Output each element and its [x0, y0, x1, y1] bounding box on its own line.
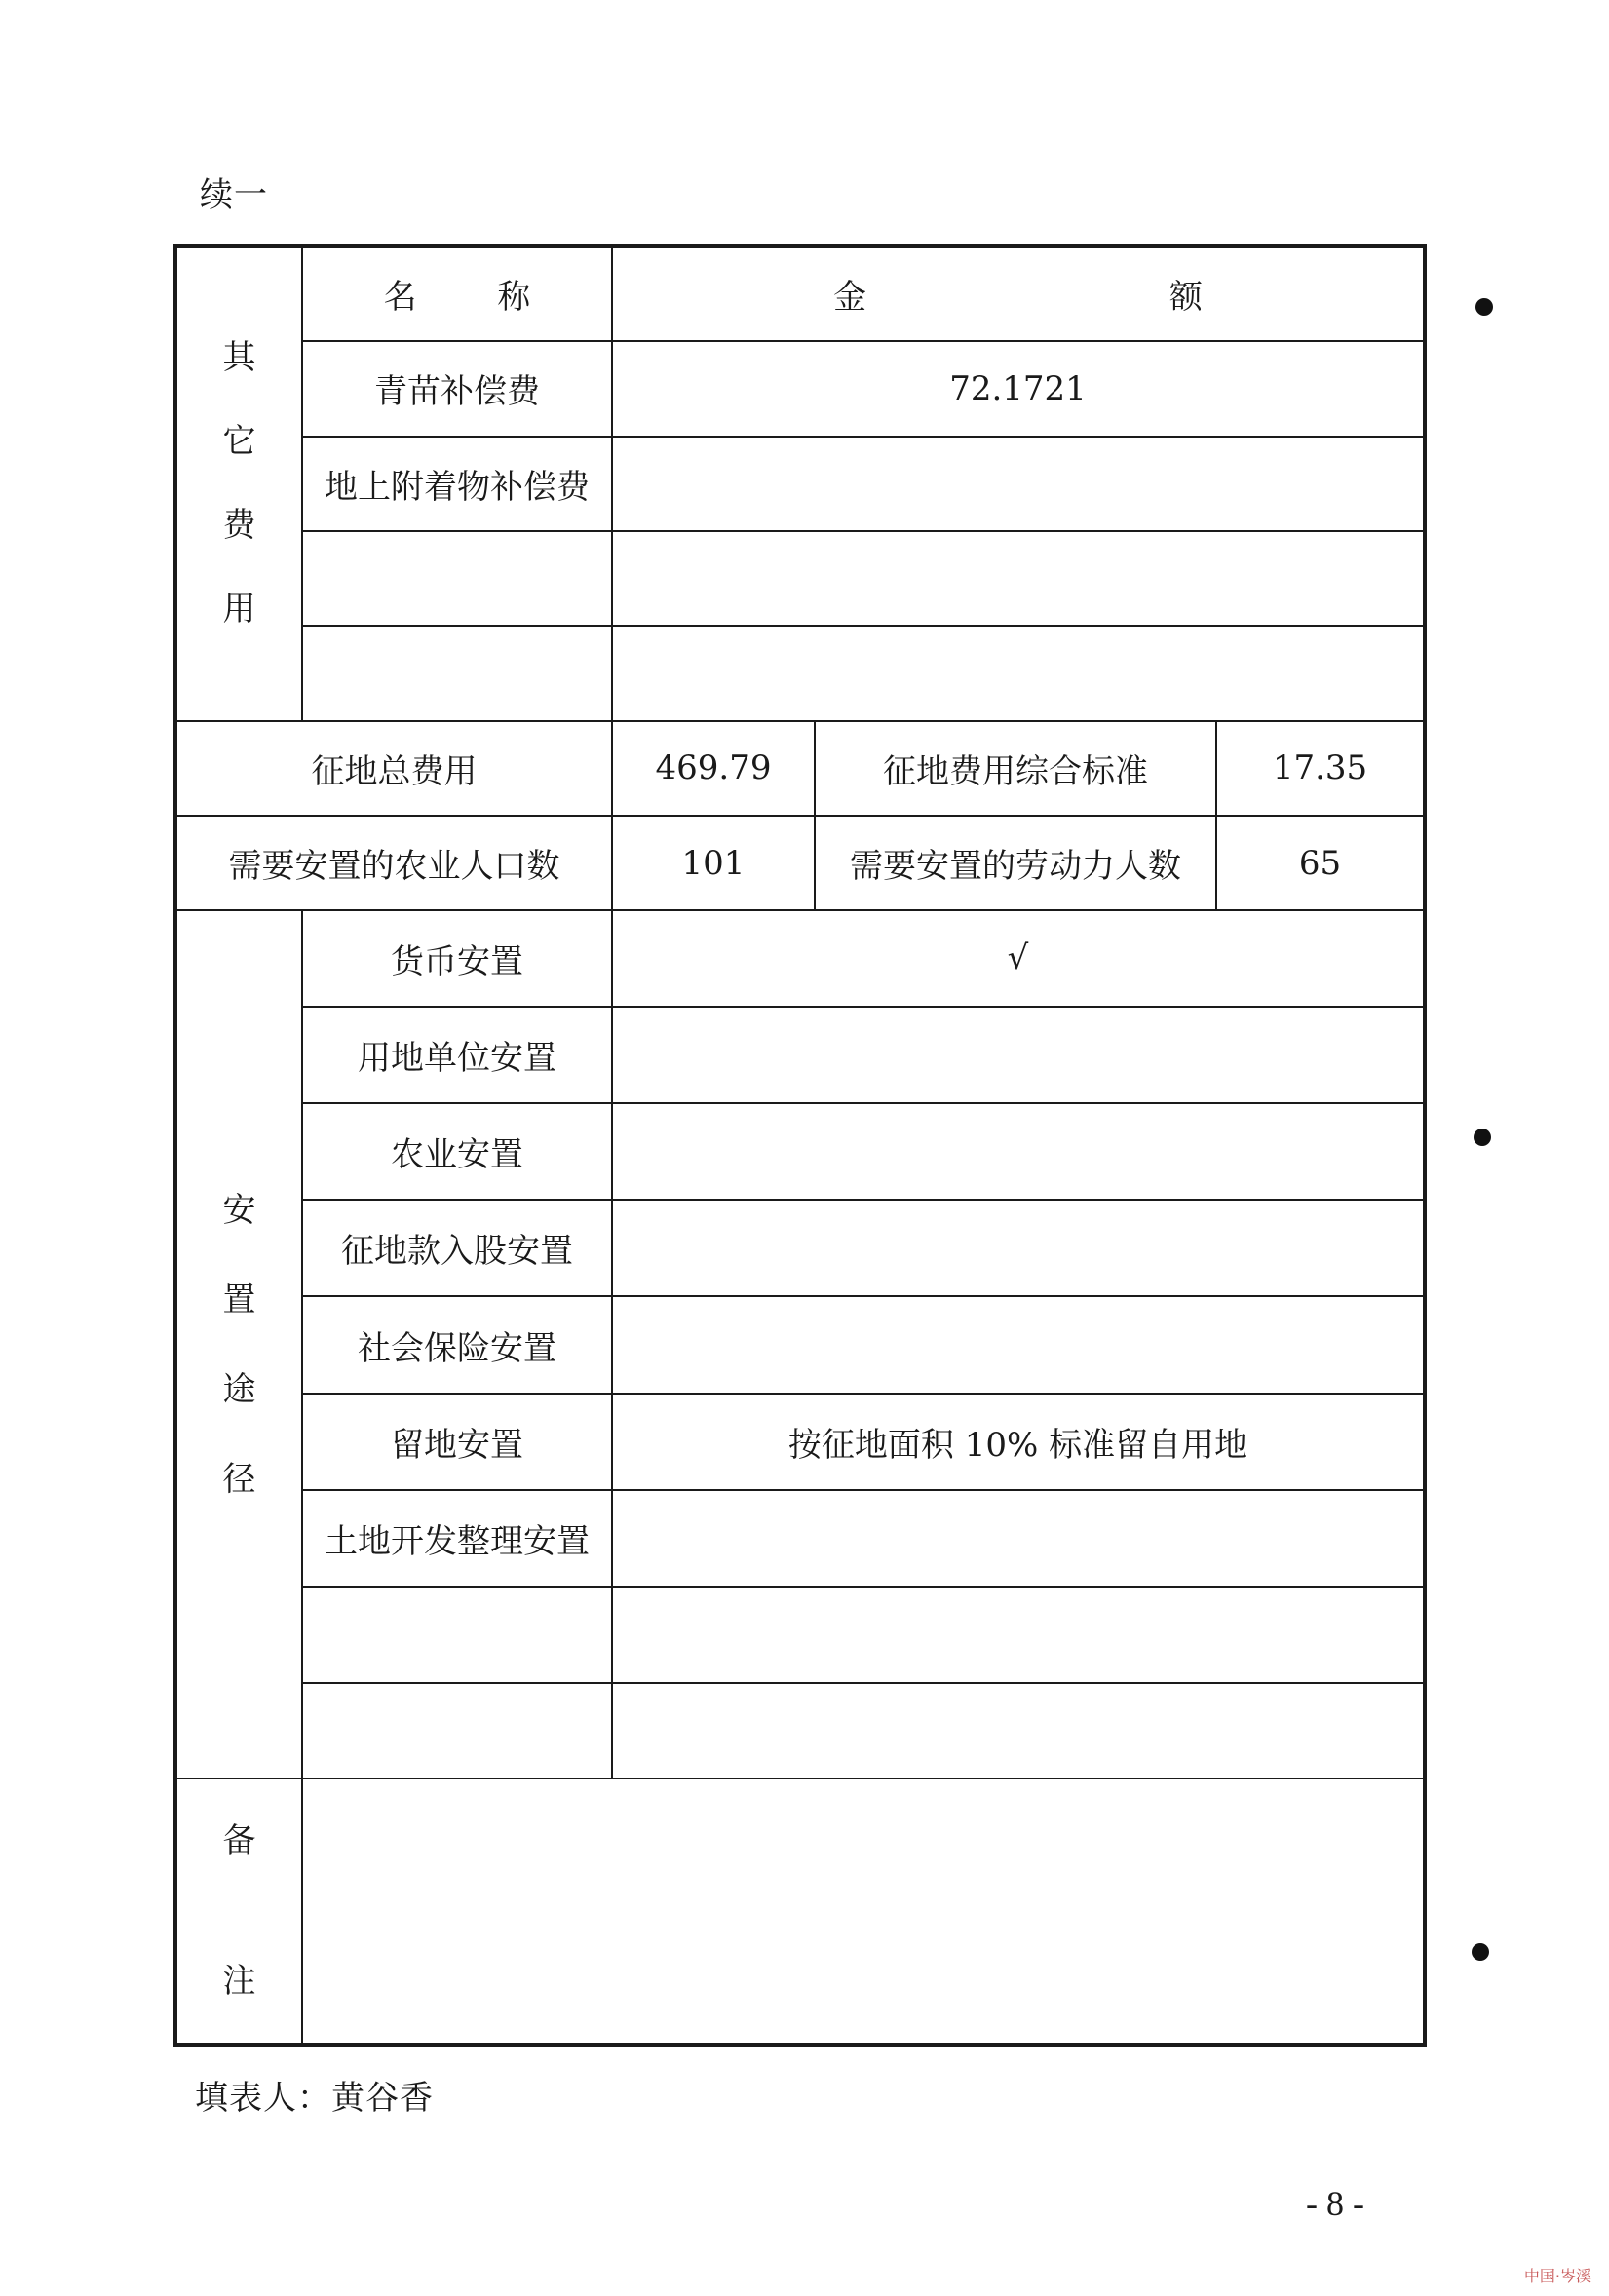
population-row: [175, 816, 1425, 910]
other-fee-name: [302, 626, 612, 720]
placement-value: [612, 1683, 1425, 1779]
scan-speck: [1474, 1129, 1491, 1146]
placement-value: [612, 1007, 1425, 1103]
cost-standard-label: 征地费用综合标准: [815, 721, 1216, 816]
amount-column-header: 金 额: [612, 246, 1425, 341]
scan-speck: [1475, 298, 1493, 316]
other-fee-name: 青苗补偿费: [302, 341, 612, 436]
other-fees-section-label: 其 它 费 用: [175, 246, 302, 721]
remarks-value: [302, 1779, 1425, 2045]
placement-value: 按征地面积 10% 标准留自用地: [612, 1394, 1425, 1490]
other-fee-amount: [612, 531, 1425, 626]
agri-population-label: 需要安置的农业人口数: [175, 816, 612, 910]
placement-row: [175, 1587, 1425, 1682]
placement-value: [612, 1296, 1425, 1393]
placement-name: 用地单位安置: [302, 1007, 612, 1103]
placement-name: 留地安置: [302, 1394, 612, 1490]
placement-row: [175, 1200, 1425, 1296]
placement-name: [302, 1587, 612, 1682]
remarks-row: [175, 1779, 1425, 2045]
page-heading: 续一: [200, 175, 268, 214]
placement-row: [175, 1103, 1425, 1200]
placement-name: 土地开发整理安置: [302, 1490, 612, 1587]
labor-count-label: 需要安置的劳动力人数: [815, 816, 1216, 910]
labor-count-value: 65: [1216, 816, 1425, 910]
placement-value: √: [612, 910, 1425, 1006]
placement-name: 农业安置: [302, 1103, 612, 1200]
placement-row: [175, 1490, 1425, 1587]
total-cost-row: [175, 721, 1425, 816]
header-row: [175, 246, 1425, 341]
placement-row: [175, 1683, 1425, 1779]
placement-row: [175, 910, 1425, 1006]
other-fee-row: [175, 437, 1425, 531]
placement-value: [612, 1490, 1425, 1587]
placement-name: 货币安置: [302, 910, 612, 1006]
placement-row: [175, 1394, 1425, 1490]
scan-speck: [1472, 1943, 1489, 1961]
watermark: 中国·岑溪: [1523, 2267, 1591, 2285]
placement-value: [612, 1587, 1425, 1682]
other-fee-name: [302, 531, 612, 626]
placement-name: 征地款入股安置: [302, 1200, 612, 1296]
total-cost-value: 469.79: [612, 721, 815, 816]
other-fee-name: 地上附着物补偿费: [302, 437, 612, 531]
placement-value: [612, 1200, 1425, 1296]
other-fee-amount: [612, 437, 1425, 531]
land-acquisition-form-table: [173, 244, 1427, 2047]
placement-name: 社会保险安置: [302, 1296, 612, 1393]
placement-value: [612, 1103, 1425, 1200]
cost-standard-value: 17.35: [1216, 721, 1425, 816]
name-column-header: 名 称: [302, 246, 612, 341]
remarks-label: 备 注: [175, 1779, 302, 2045]
placement-section-label: 安 置 途 径: [175, 910, 302, 1779]
placement-row: [175, 1296, 1425, 1393]
page-number: - 8 -: [1306, 2184, 1364, 2223]
other-fee-row: [175, 531, 1425, 626]
other-fee-amount: [612, 626, 1425, 720]
total-cost-label: 征地总费用: [175, 721, 612, 816]
placement-row: [175, 1007, 1425, 1103]
placement-name: [302, 1683, 612, 1779]
other-fee-row: [175, 341, 1425, 436]
agri-population-value: 101: [612, 816, 815, 910]
other-fee-amount: 72.1721: [612, 341, 1425, 436]
form-filler: 填表人：黄谷香: [195, 2079, 434, 2118]
other-fee-row: [175, 626, 1425, 720]
